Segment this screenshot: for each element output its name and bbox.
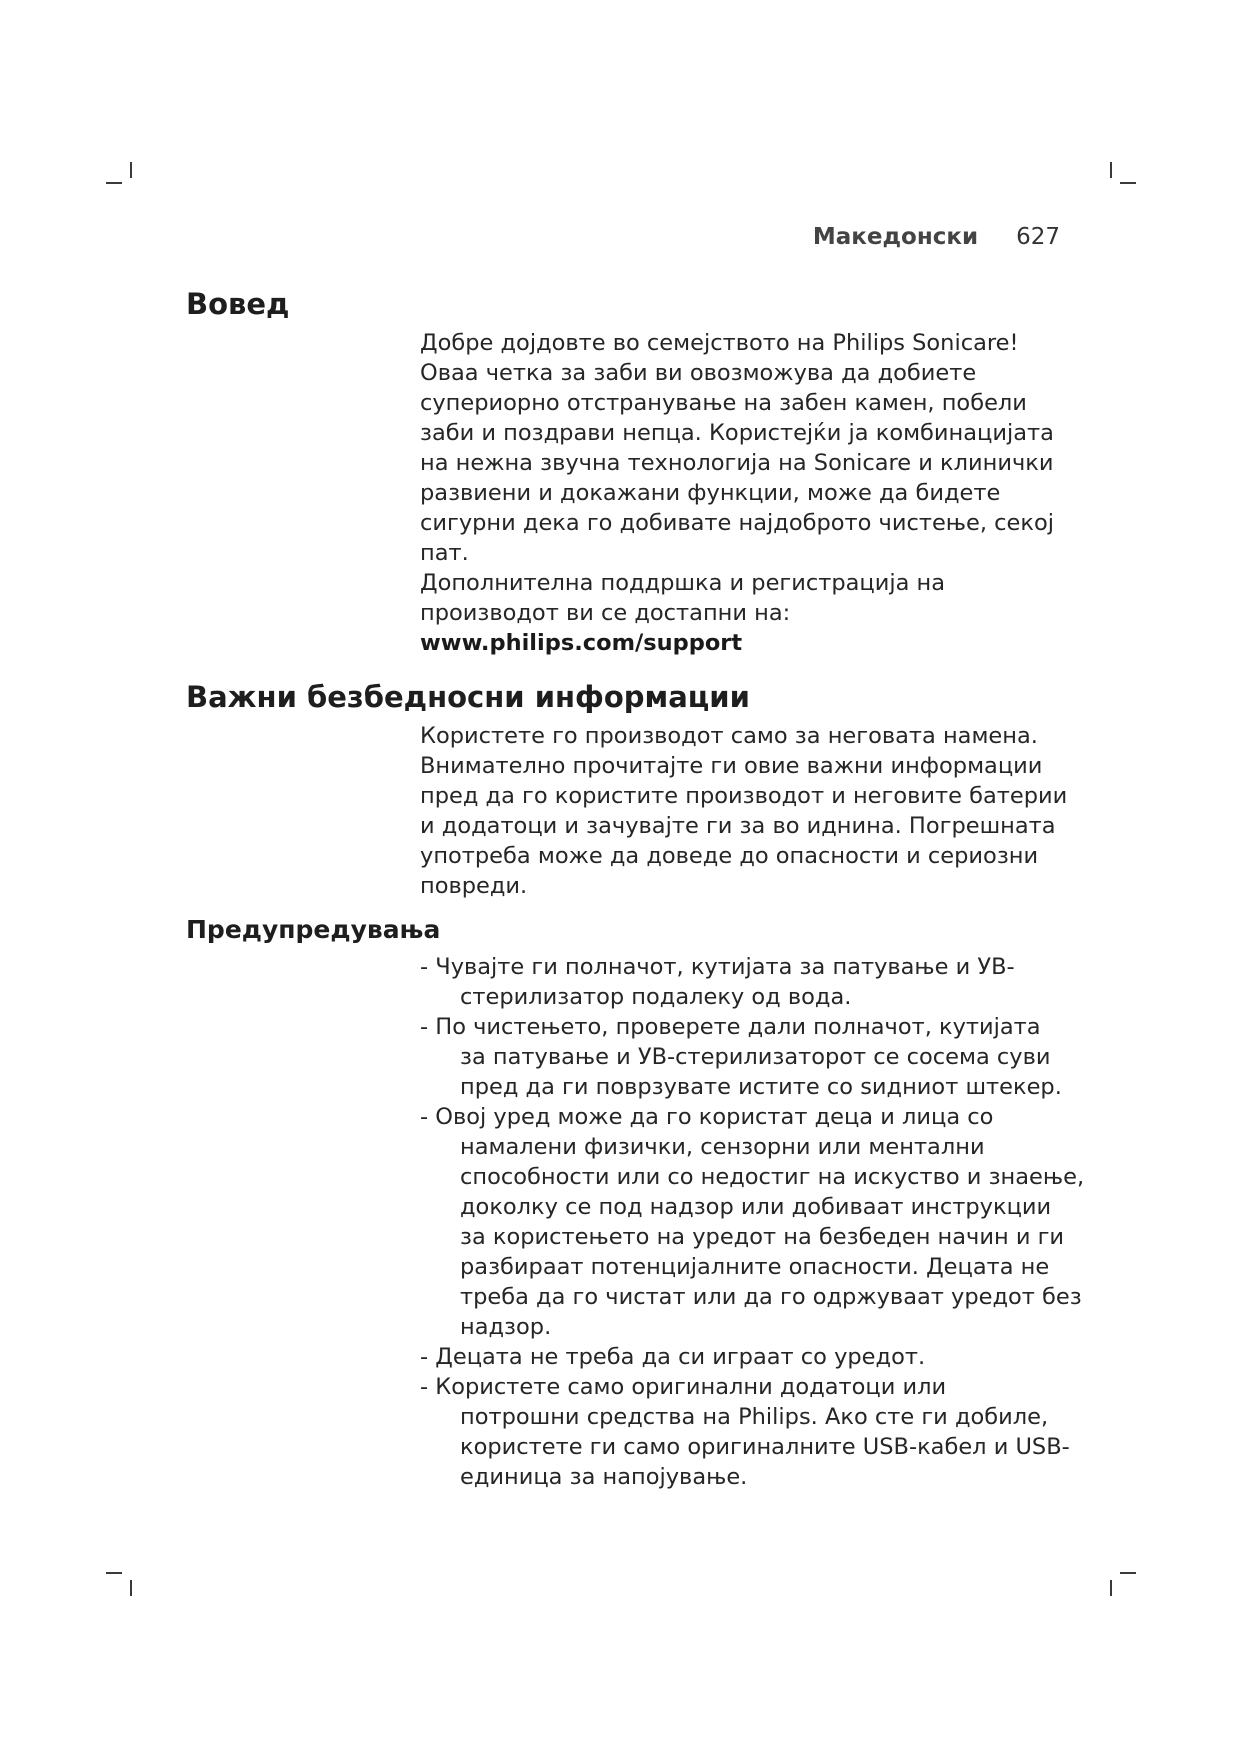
warning-first-line: - Користете само оригинални додатоци или: [420, 1374, 947, 1400]
safety-line: повреди.: [420, 873, 528, 899]
warnings-list: [420, 952, 1085, 1492]
header-language: Македонски: [812, 224, 979, 250]
safety-body: [420, 721, 1080, 901]
safety-line: употреба може да доведе до опасности и сериозни: [420, 843, 1039, 869]
intro-line: пат.: [420, 540, 469, 566]
warning-cont-line: единица за напојување.: [460, 1464, 748, 1490]
safety-line: Користете го производот само за неговата намена.: [420, 723, 1038, 749]
safety-heading: Важни безбедносни информации: [186, 680, 750, 714]
intro-line: сигурни дека го добивате најдоброто чистење, секој: [420, 510, 1054, 536]
crop-mark-top-left-v: [130, 162, 132, 178]
warning-cont-line: доколку се под надзор или добиваат инструкции: [460, 1194, 1052, 1220]
warning-cont-line: надзор.: [460, 1314, 552, 1340]
crop-mark-top-right-v: [1110, 162, 1112, 178]
intro-line: Оваа четка за заби ви овозможува да добиете: [420, 360, 977, 386]
crop-mark-top-right-h: [1120, 182, 1136, 184]
support-url-link[interactable]: www.philips.com/support: [420, 630, 743, 656]
warning-first-line: - По чистењето, проверете дали полначот, кутијата: [420, 1014, 1041, 1040]
crop-mark-bottom-left-h: [106, 1572, 122, 1574]
warning-cont-line: способности или со недостиг на искуство и знаење,: [460, 1164, 1085, 1190]
safety-line: пред да го користите производот и неговите батерии: [420, 783, 1068, 809]
warning-cont-line: намалени физички, сензорни или ментални: [460, 1134, 985, 1160]
warning-cont-line: треба да го чистат или да го одржуваат уредот без: [460, 1284, 1082, 1310]
intro-line: Добре дојдовте во семејството на Philips Sonicare!: [420, 330, 1019, 356]
intro-body: [420, 328, 1080, 658]
intro-line: супериорно отстранување на забен камен, побели: [420, 390, 1027, 416]
warning-cont-line: разбираат потенцијалните опасности. Децата не: [460, 1254, 1050, 1280]
warnings-heading: Предупредувања: [186, 915, 441, 944]
warning-cont-line: за користењето на уредот на безбеден начин и ги: [460, 1224, 1065, 1250]
warning-cont-line: потрошни средства на Philips. Ако сте ги добиле,: [460, 1404, 1049, 1430]
warning-cont-line: за патување и УВ-стерилизаторот се сосема суви: [460, 1044, 1051, 1070]
intro-line: на нежна звучна технологија на Sonicare и клинички: [420, 450, 1054, 476]
warning-first-line: - Децата не треба да си играат со уредот.: [420, 1344, 926, 1370]
warning-first-line: - Чувајте ги полначот, кутијата за патување и УВ-: [420, 954, 1015, 980]
intro-line: производот ви се достапни на:: [420, 600, 791, 626]
crop-mark-bottom-right-h: [1120, 1572, 1136, 1574]
intro-heading: Вовед: [186, 287, 290, 321]
warning-cont-line: користете ги само оригиналните USB-кабел и USB-: [460, 1434, 1070, 1460]
safety-line: и додатоци и зачувајте ги за во иднина. Погрешната: [420, 813, 1056, 839]
intro-line: заби и поздрави непца. Користејќи ја комбинацијата: [420, 420, 1054, 446]
warning-cont-line: пред да ги поврзувате истите со ѕидниот штекер.: [460, 1074, 1062, 1100]
warning-item: [420, 1342, 1080, 1372]
crop-mark-bottom-left-v: [130, 1580, 132, 1596]
warning-cont-line: стерилизатор подалеку од вода.: [460, 984, 852, 1010]
warning-first-line: - Овој уред може да го користат деца и лица со: [420, 1104, 994, 1130]
safety-line: Внимателно прочитајте ги овие важни информации: [420, 753, 1043, 779]
warning-item: [420, 1012, 1080, 1102]
warning-item: [420, 1102, 1085, 1342]
page-number: 627: [1016, 224, 1060, 250]
warning-item: [420, 952, 1080, 1012]
intro-line: Дополнителна поддршка и регистрација на: [420, 570, 946, 596]
crop-mark-bottom-right-v: [1110, 1580, 1112, 1596]
crop-mark-top-left-h: [106, 182, 122, 184]
intro-line: развиени и докажани функции, може да бидете: [420, 480, 1001, 506]
running-header: [700, 224, 1060, 254]
warning-item: [420, 1372, 1080, 1492]
